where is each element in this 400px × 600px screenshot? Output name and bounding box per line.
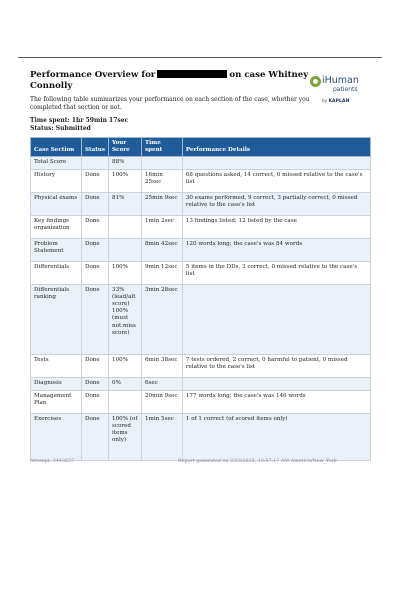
cell-section: Tests	[31, 354, 82, 377]
cell-status: Done	[81, 284, 108, 354]
status-text: Status: Submitted	[30, 125, 91, 132]
cell-section: Management Plan	[31, 390, 82, 413]
cell-score: 100%	[109, 169, 142, 192]
cell-status: Done	[81, 192, 108, 215]
cell-time: 25min 9sec	[141, 192, 182, 215]
cell-section: Physical exams	[31, 192, 82, 215]
cell-section: Diagnosis	[31, 377, 82, 390]
table-header-row	[31, 138, 371, 157]
cell-status	[81, 157, 108, 169]
cell-status: Done	[81, 261, 108, 284]
cell-time: 3min 28sec	[141, 284, 182, 354]
cell-status: Done	[81, 215, 108, 238]
cell-score	[109, 390, 142, 413]
cell-time: 6min 38sec	[141, 354, 182, 377]
cell-details: 5 items in the DDs, 3 correct, 0 missed relative to the case's list	[182, 261, 370, 284]
table-row	[31, 192, 371, 215]
cell-score: 100%	[109, 261, 142, 284]
table-row	[31, 157, 371, 169]
logo-company: KAPLAN	[328, 99, 350, 104]
logo-brand: iHuman	[322, 75, 359, 86]
cell-details: 68 questions asked, 14 correct, 0 missed relative to the case's list	[182, 169, 370, 192]
cell-score	[109, 238, 142, 261]
table-row	[31, 390, 371, 413]
cell-details: 7 tests ordered, 2 correct, 0 harmful to patient, 0 missed relative to the case's list	[182, 354, 370, 377]
ihuman-mark-icon	[310, 76, 321, 87]
report-meta	[30, 117, 128, 133]
report-header	[30, 70, 310, 92]
col-header-status: Status	[81, 138, 108, 157]
table-row	[31, 169, 371, 192]
cell-section: History	[31, 169, 82, 192]
col-header-section: Case Section	[31, 138, 82, 157]
cell-time: 8min 42sec	[141, 238, 182, 261]
cell-details: 30 exams performed, 9 correct, 3 partially correct, 0 missed relative to the case's list	[182, 192, 370, 215]
logo-kaplan	[322, 98, 349, 104]
cell-time: 1min 5sec	[141, 413, 182, 460]
cell-section: Differentials	[31, 261, 82, 284]
top-rule	[18, 57, 382, 58]
cell-time: 6sec	[141, 377, 182, 390]
cell-details	[182, 157, 370, 169]
cell-status: Done	[81, 413, 108, 460]
cell-status: Done	[81, 354, 108, 377]
cell-details: 120 words long; the case's was 84 words	[182, 238, 370, 261]
cell-status: Done	[81, 377, 108, 390]
logo-brand-sub: patients	[333, 86, 358, 93]
cell-score	[109, 215, 142, 238]
title-suffix: on case Whitney Connolly	[30, 70, 309, 91]
cell-score: 33% (lead/alt score) 100% (must not miss score)	[109, 284, 142, 354]
table-row	[31, 354, 371, 377]
cell-time	[141, 157, 182, 169]
redacted-name	[157, 70, 227, 78]
report-description: The following table summarizes your performance on each section of the case, whether you completed that section or not.	[30, 96, 310, 111]
logo-by: by	[322, 98, 328, 103]
cell-score: 88%	[109, 157, 142, 169]
cell-details: 1 of 1 correct (of scored items only)	[182, 413, 370, 460]
cell-section: Problem Statement	[31, 238, 82, 261]
table-row	[31, 215, 371, 238]
cell-time: 1min 2sec	[141, 215, 182, 238]
cell-section: Differentials ranking	[31, 284, 82, 354]
col-header-details: Performance Details	[182, 138, 370, 157]
cell-score: 0%	[109, 377, 142, 390]
time-spent: Time spent: 1hr 59min 17sec	[30, 117, 129, 124]
cell-details: 177 words long; the case's was 146 words	[182, 390, 370, 413]
cell-details	[182, 377, 370, 390]
cell-section: Exercises	[31, 413, 82, 460]
cell-time: 16min 25sec	[141, 169, 182, 192]
cell-status: Done	[81, 390, 108, 413]
table-row	[31, 377, 371, 390]
cell-section: Key findings organization	[31, 215, 82, 238]
cell-score: 100% (of scored items only)	[109, 413, 142, 460]
table-row	[31, 413, 371, 460]
cell-status: Done	[81, 169, 108, 192]
ihuman-logo	[310, 75, 372, 107]
cell-section: Total Score	[31, 157, 82, 169]
table-row	[31, 238, 371, 261]
cell-time: 9min 12sec	[141, 261, 182, 284]
report-generated: Report generated on 2/23/2025, 10:57:17 AM America/New_York	[178, 459, 337, 464]
cell-score: 100%	[109, 354, 142, 377]
page-title	[30, 70, 310, 92]
cell-score: 81%	[109, 192, 142, 215]
cell-status: Done	[81, 238, 108, 261]
col-header-score: Your Score	[109, 138, 142, 157]
table-row	[31, 284, 371, 354]
col-header-time: Time spent	[141, 138, 182, 157]
performance-table	[30, 137, 371, 461]
cell-details	[182, 284, 370, 354]
attempt-id: Attempt: 3443637	[30, 459, 75, 464]
table-row	[31, 261, 371, 284]
cell-time: 20min 9sec	[141, 390, 182, 413]
cell-details: 13 findings listed; 12 listed by the case	[182, 215, 370, 238]
title-prefix: Performance Overview for	[30, 70, 156, 80]
